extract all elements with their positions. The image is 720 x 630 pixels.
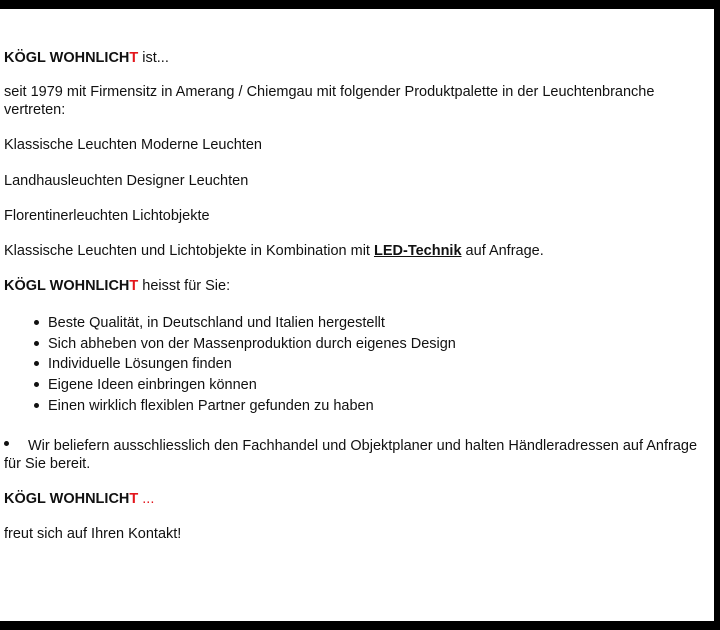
dealer-note: [4, 437, 712, 473]
company-description: seit 1979 mit Firmensitz in Amerang / Chiemgau mit folgender Produktpalette in der Leuchtenbranche vertreten:: [4, 84, 655, 118]
brand-accent-letter: T: [129, 490, 139, 507]
led-technik-link[interactable]: LED-Technik: [373, 243, 462, 259]
bullet-icon: [4, 441, 9, 446]
list-item: Individuelle Lösungen finden: [4, 354, 712, 375]
benefits-heading-suffix: heisst für Sie:: [138, 278, 231, 294]
brand-name-text: KÖGL WOHNLICH: [4, 490, 130, 507]
closing-heading: [4, 490, 712, 508]
product-line-3: Florentinerleuchten Lichtobjekte: [4, 208, 210, 224]
benefits-list: [4, 313, 712, 417]
led-prefix: Klassische Leuchten und Lichtobjekte in Kombination mit: [4, 243, 374, 259]
brand-name: [4, 491, 138, 507]
brand-accent-letter: T: [129, 50, 139, 66]
intro-suffix: ist...: [138, 50, 169, 66]
product-line-1: Klassische Leuchten Moderne Leuchten: [4, 137, 262, 153]
closing-suffix: ...: [138, 490, 155, 507]
product-line-2: Landhausleuchten Designer Leuchten: [4, 173, 249, 189]
led-suffix: auf Anfrage.: [461, 243, 544, 259]
benefits-heading: [4, 277, 712, 295]
list-item: Eigene Ideen einbringen können: [4, 375, 712, 396]
content-body: [4, 49, 712, 543]
brand-name: [4, 50, 138, 66]
intro-heading: [4, 49, 712, 67]
page-frame: [0, 9, 714, 621]
brand-name-text: KÖGL WOHNLICH: [4, 50, 130, 66]
list-item: Einen wirklich flexiblen Partner gefunden zu haben: [4, 396, 712, 417]
brand-accent-letter: T: [129, 278, 139, 294]
dealer-note-text: Wir beliefern ausschliesslich den Fachhandel und Objektplaner und halten Händleradressen auf Anfrage für Sie bereit.: [4, 437, 698, 472]
led-paragraph: [4, 242, 712, 260]
list-item: Sich abheben von der Massenproduktion durch eigenes Design: [4, 334, 712, 355]
closing-line: freut sich auf Ihren Kontakt!: [4, 525, 182, 542]
brand-name-text: KÖGL WOHNLICH: [4, 278, 130, 294]
list-item: Beste Qualität, in Deutschland und Italien hergestellt: [4, 313, 712, 334]
brand-name: [4, 278, 138, 294]
